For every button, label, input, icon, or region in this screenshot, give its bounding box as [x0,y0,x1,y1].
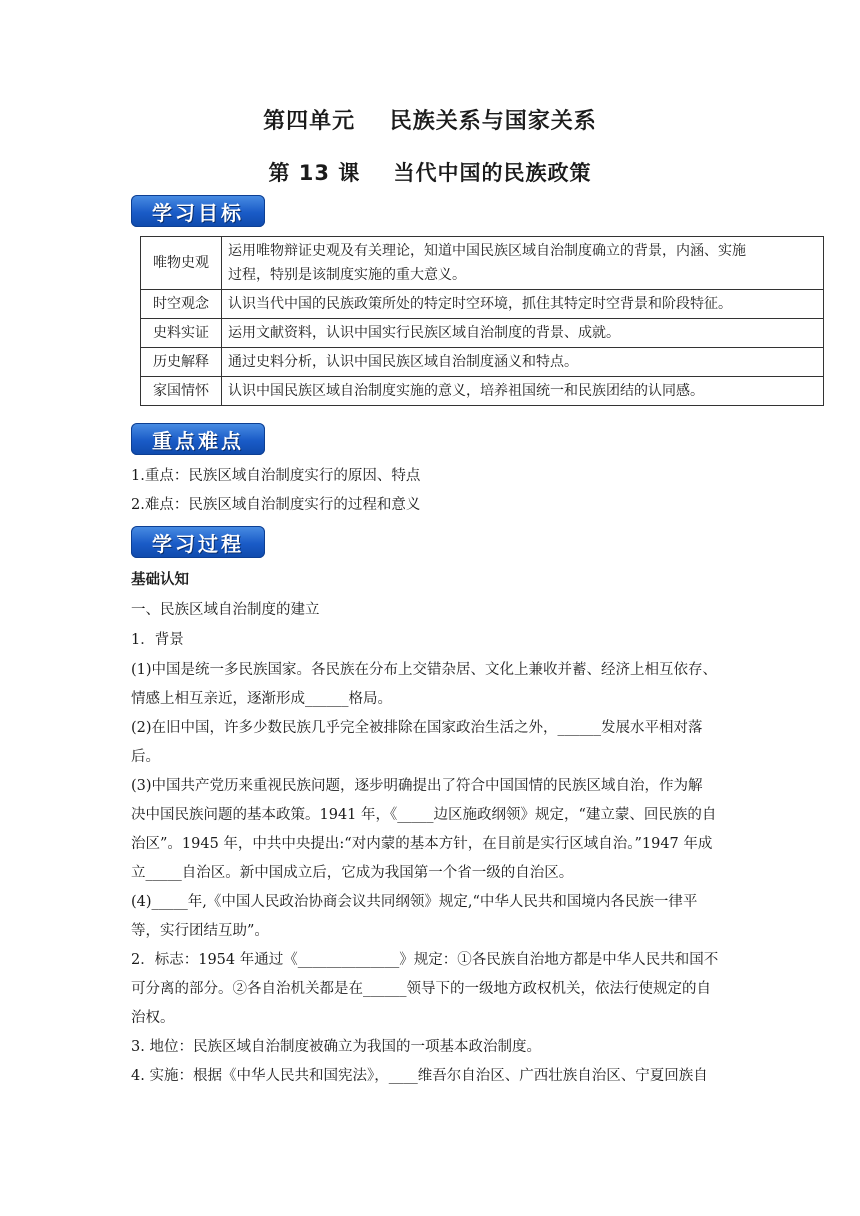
text-line: 4. 实施：根据《中华人民共和国宪法》，____维吾尔自治区、广西壮族自治区、宁夏回族自 [131,1068,708,1084]
text-line: 立_____自治区。新中国成立后，它成为我国第一个省一级的自治区。 [131,865,574,881]
key-point-item: 2.难点：民族区域自治制度实行的过程和意义 [131,497,421,513]
text-line: 决中国民族问题的基本政策。1941 年，《_____边区施政纲领》规定，“建立蒙、回民族的自 [131,807,717,823]
table-cell-key: 时空观念 [141,290,222,319]
table-row [141,348,824,377]
text-line: 一、民族区域自治制度的建立 [131,602,320,618]
table-cell-value: 通过史料分析，认识中国民族区域自治制度涵义和特点。 [222,348,824,377]
table-cell-key: 家国情怀 [141,377,222,406]
text-line: (4)_____年,《中国人民政治协商会议共同纲领》规定,“中华人民共和国境内各民族一律平 [131,894,698,910]
table-cell-value [222,237,824,290]
text-line: 治权。 [131,1010,175,1026]
text-line: 1．背景 [131,632,184,648]
table-row [141,319,824,348]
text-line: (2)在旧中国，许多少数民族几乎完全被排除在国家政治生活之外，______发展水平相对落 [131,720,703,736]
text-line: 2．标志：1954 年通过《______________》规定：①各民族自治地方都是中华人民共和国不 [131,952,719,968]
table-cell-key: 唯物史观 [141,237,222,290]
lesson-title: 第 13 课 当代中国的民族政策 [268,161,592,185]
key-point-item: 1.重点：民族区域自治制度实行的原因、特点 [131,468,421,484]
text-line: 可分离的部分。②各自治机关都是在______领导下的一级地方政权机关，依法行使规定的自 [131,981,711,997]
table-cell-key: 历史解释 [141,348,222,377]
text-line: (3)中国共产党历来重视民族问题，逐步明确提出了符合中国国情的民族区域自治，作为解 [131,778,703,794]
table-cell-key: 史料实证 [141,319,222,348]
table-cell-value: 认识中国民族区域自治制度实施的意义，培养祖国统一和民族团结的认同感。 [222,377,824,406]
text-line: 3. 地位：民族区域自治制度被确立为我国的一项基本政治制度。 [131,1039,541,1055]
process-banner: 学习过程 [131,526,265,558]
text-line: 等，实行团结互助”。 [131,923,269,939]
unit-title: 第四单元 民族关系与国家关系 [263,109,597,134]
table-row [141,237,824,290]
objectives-table [140,236,824,406]
text-line: 后。 [131,749,160,765]
table-cell-value: 认识当代中国的民族政策所处的特定时空环境，抓住其特定时空背景和阶段特征。 [222,290,824,319]
table-cell-line: 过程，特别是该制度实施的重大意义。 [228,267,466,283]
key-points-banner: 重点难点 [131,423,265,455]
text-line: 情感上相互亲近，逐渐形成______格局。 [131,691,392,707]
section-heading: 基础认知 [131,572,189,588]
text-line: (1)中国是统一多民族国家。各民族在分布上交错杂居、文化上兼收并蓄、经济上相互依存、 [131,662,718,678]
table-cell-line: 运用唯物辩证史观及有关理论，知道中国民族区域自治制度确立的背景，内涵、实施 [228,243,746,259]
text-line: 治区”。1945 年，中共中央提出:“对内蒙的基本方针，在目前是实行区域自治。”1947 年成 [131,836,713,852]
table-row [141,290,824,319]
table-cell-value: 运用文献资料，认识中国实行民族区域自治制度的背景、成就。 [222,319,824,348]
objectives-banner: 学习目标 [131,195,265,227]
table-row [141,377,824,406]
